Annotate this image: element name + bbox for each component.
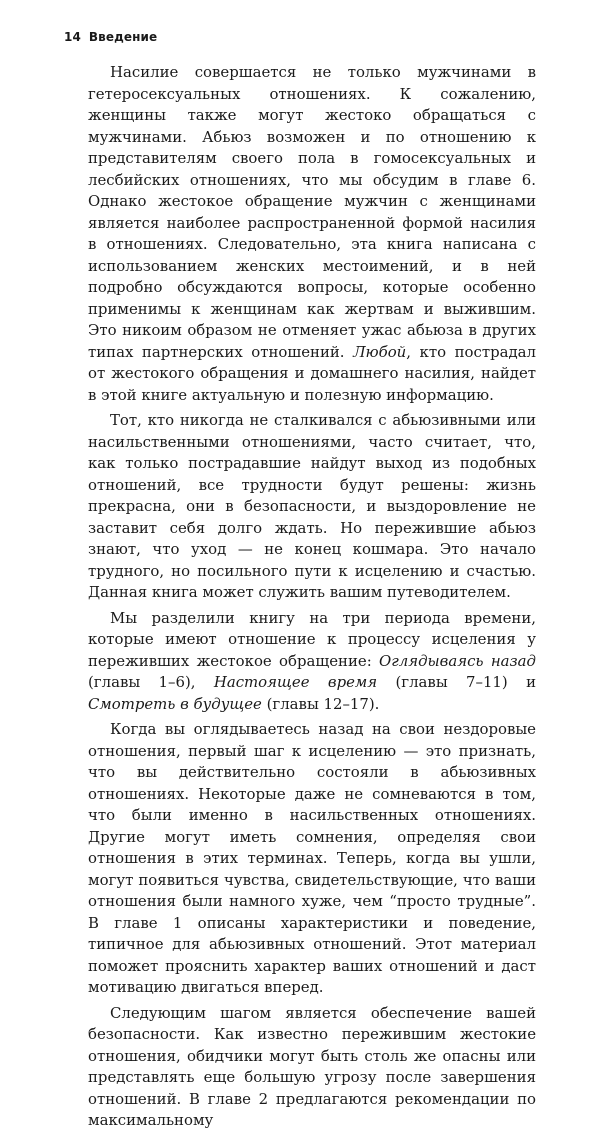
paragraph — [88, 719, 536, 999]
section-title: Введение — [88, 30, 158, 44]
text-run: , кто пострадал от жестокого обращения и домашнего насилия, найдет в этой книге актуальную и полезную информацию. — [88, 342, 536, 404]
body-text — [88, 62, 536, 1136]
italic-text: Оглядываясь назад — [379, 651, 536, 670]
italic-text: Любой — [353, 342, 407, 361]
page-number: 14 — [64, 30, 81, 44]
paragraph — [88, 1003, 536, 1132]
paragraph — [88, 410, 536, 604]
paragraph — [88, 62, 536, 406]
italic-text: Смотреть в будущее — [88, 694, 262, 713]
text-run: (главы 1–6), — [88, 673, 214, 691]
text-run: Мы разделили книгу на три периода времени, которые имеют отношение к процессу исцеления у переживших жестокое обращение: — [88, 608, 536, 670]
text-run: Тот, кто никогда не сталкивался с абьюзивными или насильственными отношениями, часто считает, что, как только пострадавшие найдут выход из подобных отношений, все трудности будут решены: жизнь прекрасна, они в безопасности, и выздоровление не заставит себя долго ждать. Но пережившие абьюз знают, что уход — не конец кошмара. Это начало трудного, но посильного пути к исцелению и счастью. Данная книга может служить вашим путеводителем. — [88, 411, 536, 601]
text-run: (главы 12–17). — [261, 694, 380, 713]
text-run: Насилие совершается не только мужчинами в гетеросексуальных отношениях. К сожалению, женщины также могут жестоко обращаться с мужчинами. Абьюз возможен и по отношению к представителям своего пола в гомосексуальных и лесбийских отношениях, что мы обсудим в главе 6. Однако жестокое обращение мужчин с женщинами является наиболее распространенной формой насилия в отношениях. Следовательно, эта книга написана с использованием женских местоимений, и в ней подробно обсуждаются вопросы, которые особенно применимы к женщинам как жертвам и выжившим. Это никоим образом не отменяет ужас абьюза в других типах партнерских отношений. — [88, 63, 536, 361]
text-run: Когда вы оглядываетесь назад на свои нездоровые отношения, первый шаг к исцелению — это признать, что вы действительно состояли в абьюзивных отношениях. Некоторые даже не сомневаются в том, что были именно в насильственных отношениях. Другие могут иметь сомнения, определяя свои отношения в этих терминах. Теперь, когда вы ушли, могут появиться чувства, свидетельствующие, что ваши отношения были намного хуже, чем “просто трудные”. В главе 1 описаны характеристики и поведение, типичное для абьюзивных отношений. Этот материал поможет прояснить характер ваших отношений и даст мотивацию двигаться вперед. — [88, 720, 536, 996]
italic-text: Настоящее время — [213, 673, 378, 691]
running-header — [64, 30, 157, 44]
text-run: Следующим шагом является обеспечение вашей безопасности. Как известно пережившим жестокие отношения, обидчики могут быть столь же опасны или представлять еще большую угрозу после завершения отношений. В главе 2 предлагаются рекомендации по максимальному — [88, 1003, 536, 1129]
text-run: (главы 7–11) и — [377, 673, 536, 691]
paragraph — [88, 608, 536, 716]
